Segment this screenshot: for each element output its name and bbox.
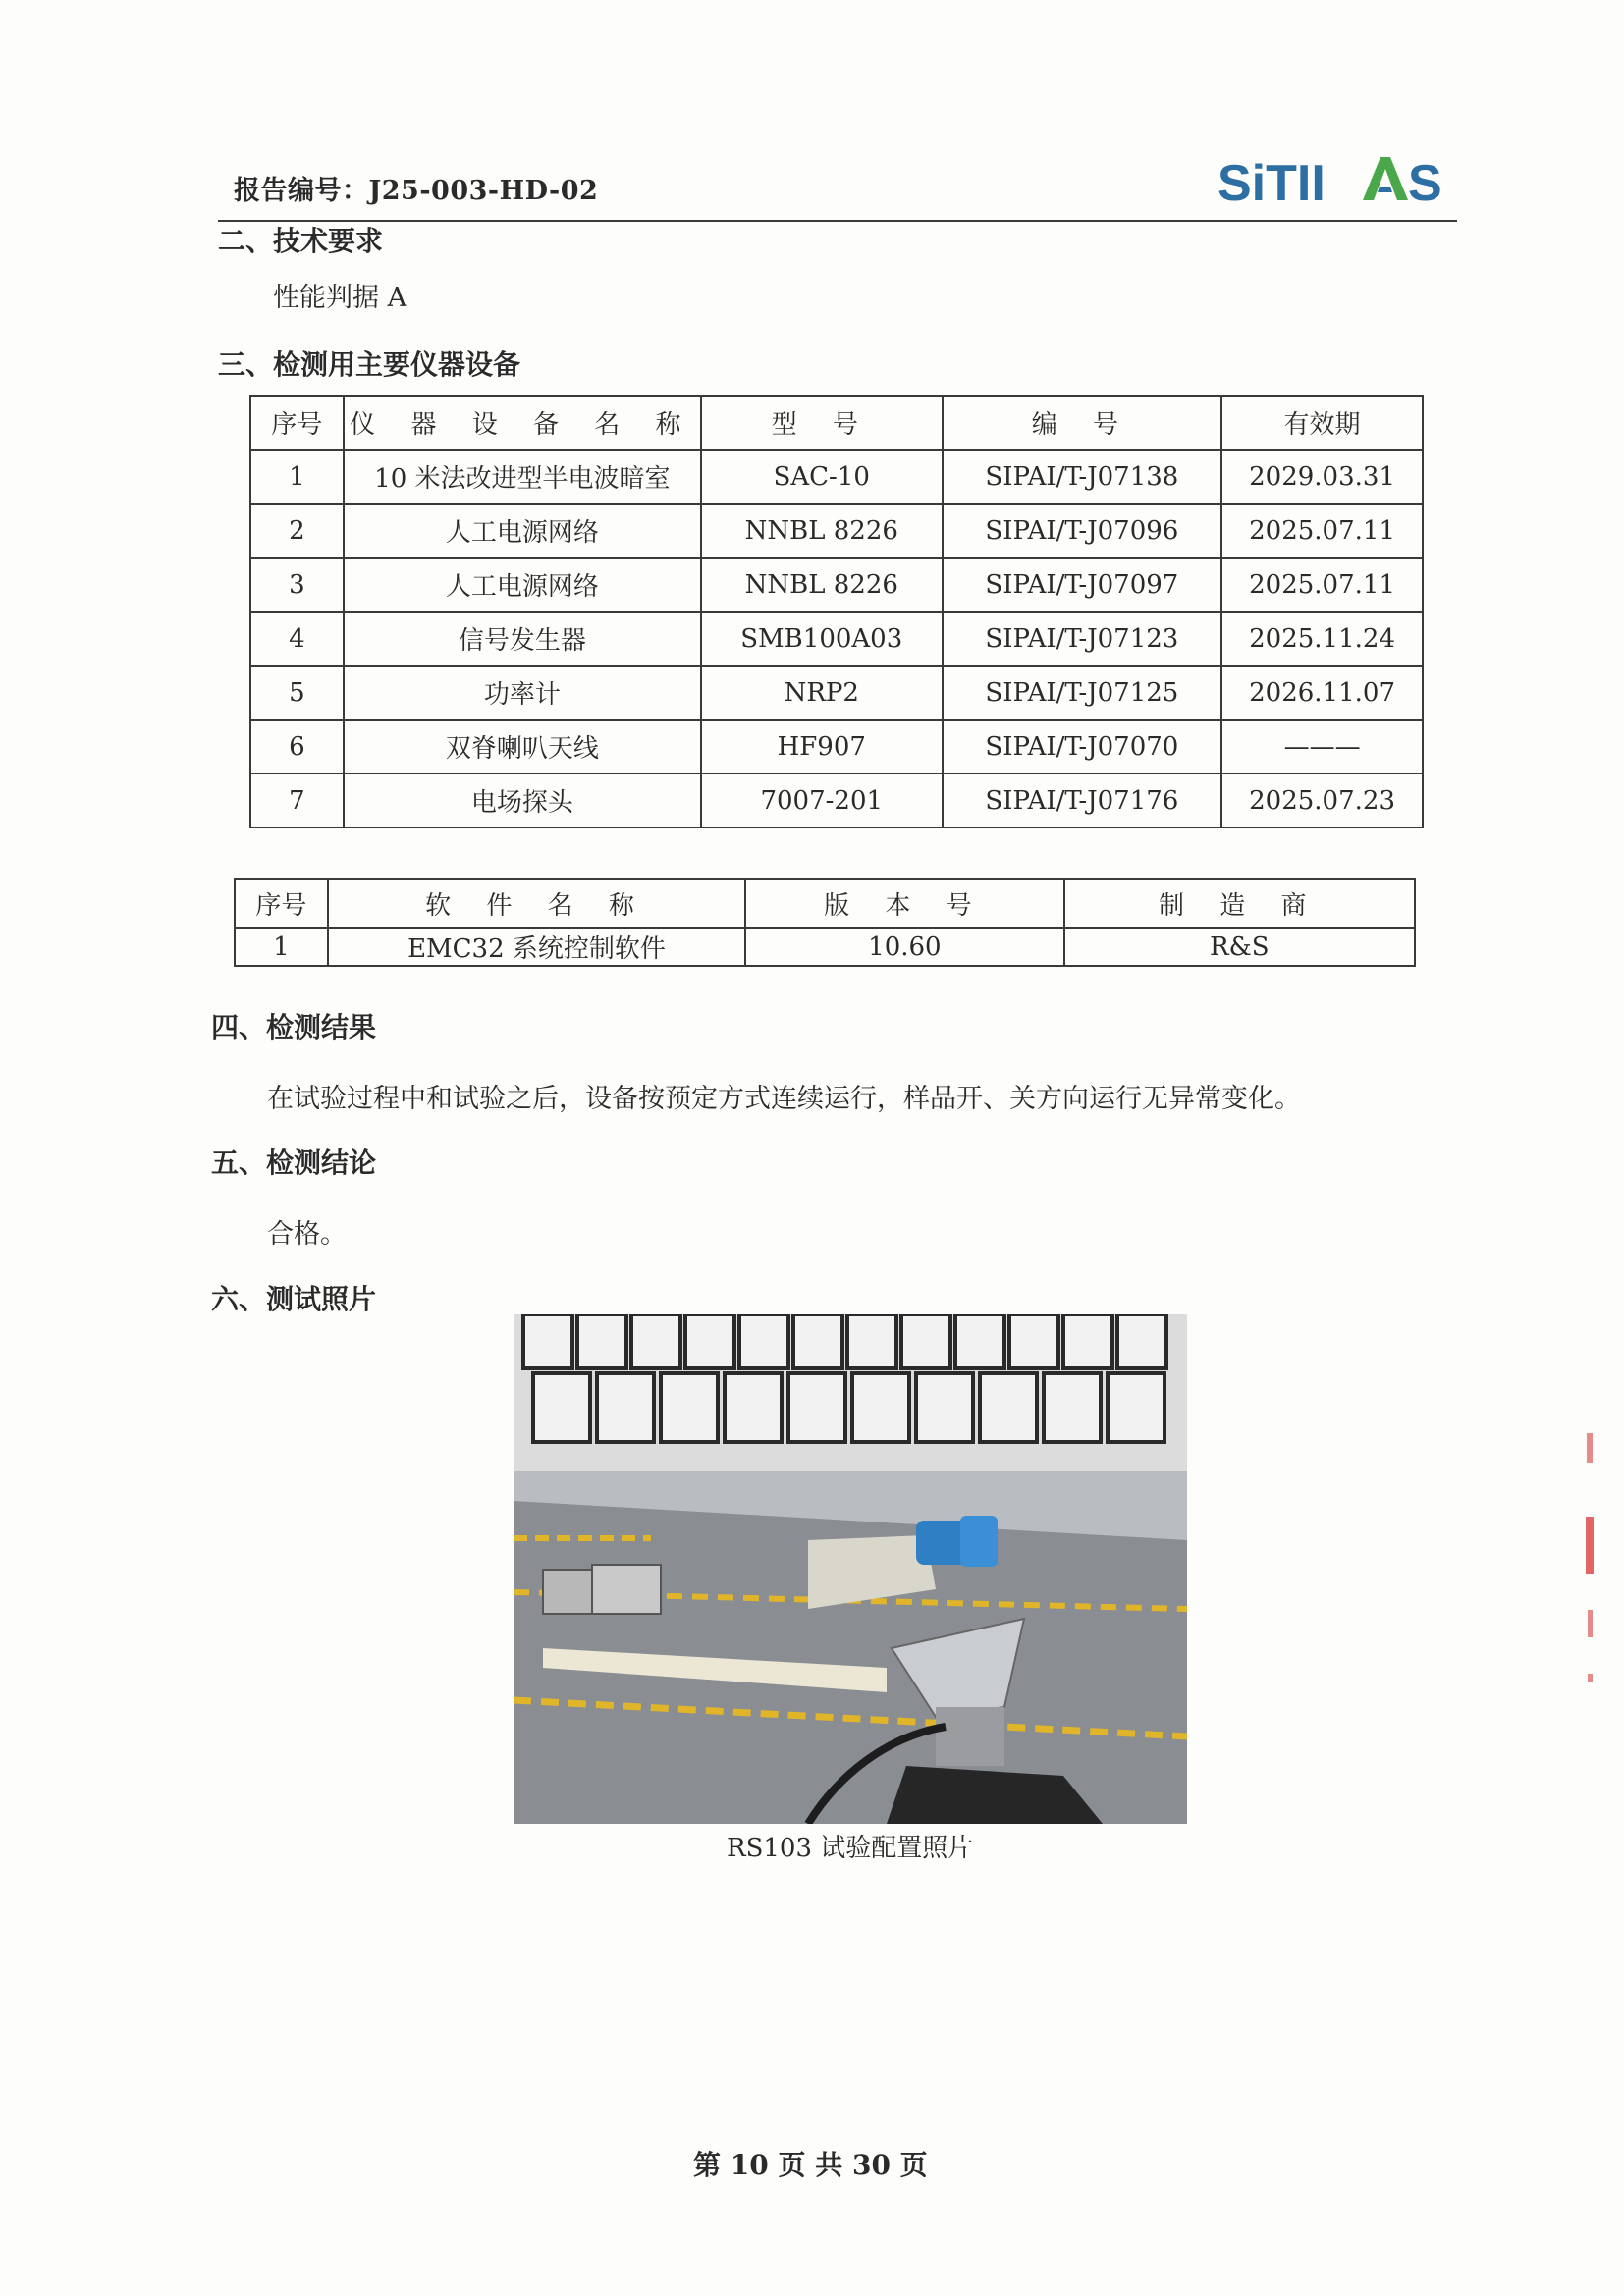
table-cell: 人工电源网络 — [344, 558, 701, 612]
seal-edge-mark — [1587, 1433, 1593, 1463]
page-number: 第 10 页 共 30 页 — [693, 2149, 928, 2181]
table-row — [250, 720, 1423, 774]
table-row — [250, 558, 1423, 612]
section-title-results: 四、检测结果 — [211, 1011, 377, 1043]
table-cell: 信号发生器 — [344, 612, 701, 666]
table-cell: 功率计 — [344, 666, 701, 720]
table-cell: 电场探头 — [344, 774, 701, 828]
table-cell: SIPAI/T-J07176 — [943, 774, 1221, 828]
table-cell: 1 — [250, 450, 344, 504]
software-table — [234, 878, 1416, 967]
header-cell: 版 本 号 — [745, 879, 1063, 928]
photo-caption: RS103 试验配置照片 — [727, 1834, 974, 1863]
test-setup-photo — [514, 1314, 1187, 1824]
table-cell: 7 — [250, 774, 344, 828]
section-title-equipment: 三、检测用主要仪器设备 — [218, 348, 521, 381]
table-row — [235, 928, 1415, 966]
table-cell: 3 — [250, 558, 344, 612]
table-cell: 2025.11.24 — [1221, 612, 1423, 666]
table-cell: 10.60 — [745, 928, 1063, 966]
svg-text:SiTII: SiTII — [1218, 155, 1326, 212]
table-cell: EMC32 系统控制软件 — [328, 928, 745, 966]
table-row — [250, 612, 1423, 666]
header-cell: 序号 — [235, 879, 328, 928]
header-cell: 仪 器 设 备 名 称 — [344, 396, 701, 450]
header-cell: 编 号 — [943, 396, 1221, 450]
table-row — [250, 774, 1423, 828]
table-cell: 2025.07.11 — [1221, 504, 1423, 558]
seal-edge-mark — [1588, 1674, 1593, 1682]
table-cell: SAC-10 — [701, 450, 943, 504]
table-cell: 5 — [250, 666, 344, 720]
company-logo — [1218, 149, 1448, 214]
table-cell: NNBL 8226 — [701, 504, 943, 558]
table-cell: R&S — [1064, 928, 1415, 966]
table-cell: SIPAI/T-J07125 — [943, 666, 1221, 720]
table-cell: 7007-201 — [701, 774, 943, 828]
table-cell: ——— — [1221, 720, 1423, 774]
table-cell: 10 米法改进型半电波暗室 — [344, 450, 701, 504]
svg-text:S: S — [1408, 155, 1442, 212]
header-cell: 型 号 — [701, 396, 943, 450]
table-cell: 2026.11.07 — [1221, 666, 1423, 720]
table-header-row — [235, 879, 1415, 928]
section-title-conclusion: 五、检测结论 — [211, 1147, 377, 1179]
section-title-requirements: 二、技术要求 — [218, 225, 384, 257]
table-cell: 2025.07.11 — [1221, 558, 1423, 612]
table-cell: SIPAI/T-J07096 — [943, 504, 1221, 558]
header-cell: 序号 — [250, 396, 344, 450]
header-cell: 制 造 商 — [1064, 879, 1415, 928]
seal-edge-mark — [1586, 1517, 1594, 1574]
table-cell: 2025.07.23 — [1221, 774, 1423, 828]
table-cell: 人工电源网络 — [344, 504, 701, 558]
table-cell: NNBL 8226 — [701, 558, 943, 612]
table-cell: 2029.03.31 — [1221, 450, 1423, 504]
table-row — [250, 450, 1423, 504]
conclusion-text: 合格。 — [267, 1219, 347, 1250]
table-cell: NRP2 — [701, 666, 943, 720]
table-cell: SIPAI/T-J07097 — [943, 558, 1221, 612]
table-row — [250, 504, 1423, 558]
performance-criteria: 性能判据 A — [273, 283, 407, 313]
header-rule — [218, 220, 1457, 222]
table-row — [250, 666, 1423, 720]
table-cell: 6 — [250, 720, 344, 774]
table-cell: SIPAI/T-J07123 — [943, 612, 1221, 666]
table-cell: 4 — [250, 612, 344, 666]
table-cell: 2 — [250, 504, 344, 558]
table-cell: SMB100A03 — [701, 612, 943, 666]
equipment-table — [249, 395, 1424, 828]
header-cell: 软 件 名 称 — [328, 879, 745, 928]
section-title-photos: 六、测试照片 — [211, 1283, 377, 1315]
report-number: 报告编号：J25-003-HD-02 — [234, 176, 599, 206]
results-text: 在试验过程中和试验之后，设备按预定方式连续运行，样品开、关方向运行无异常变化。 — [267, 1084, 1301, 1114]
table-cell: SIPAI/T-J07070 — [943, 720, 1221, 774]
header-cell: 有效期 — [1221, 396, 1423, 450]
table-cell: 双脊喇叭天线 — [344, 720, 701, 774]
table-cell: 1 — [235, 928, 328, 966]
seal-edge-mark — [1588, 1610, 1593, 1637]
table-header-row — [250, 396, 1423, 450]
table-cell: HF907 — [701, 720, 943, 774]
table-cell: SIPAI/T-J07138 — [943, 450, 1221, 504]
